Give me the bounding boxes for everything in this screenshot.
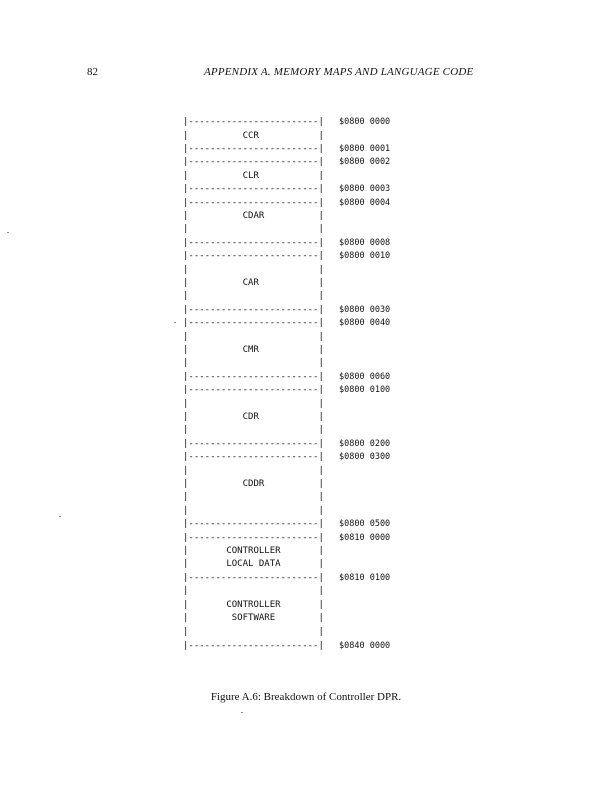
map-line: |------------------------|: [183, 452, 324, 462]
address-label: $0800 0008: [339, 238, 391, 248]
map-line: | |: [183, 332, 324, 342]
scan-speck: [7, 232, 9, 233]
map-line: |------------------------|: [183, 372, 324, 382]
page-number: 82: [87, 66, 98, 78]
address-label: $0800 0300: [339, 452, 391, 462]
address-label: $0810 0000: [339, 533, 391, 543]
map-line: | CCR |: [183, 131, 324, 141]
map-line: |------------------------|: [183, 198, 324, 208]
running-head: APPENDIX A. MEMORY MAPS AND LANGUAGE CODE: [204, 66, 474, 78]
address-label: $0800 0100: [339, 385, 391, 395]
address-label: $0800 0030: [339, 305, 391, 315]
address-label: $0840 0000: [339, 641, 391, 651]
address-label: $0800 0000: [339, 117, 391, 127]
scan-speck: [174, 322, 176, 323]
map-line: |------------------------|: [183, 157, 324, 167]
map-line: |------------------------|: [183, 318, 324, 328]
address-label: $0800 0003: [339, 184, 391, 194]
address-label: $0800 0004: [339, 198, 391, 208]
address-label: $0800 0040: [339, 318, 391, 328]
address-label: $0810 0100: [339, 573, 391, 583]
map-line: | |: [183, 466, 324, 476]
map-line: | |: [183, 399, 324, 409]
map-line: | |: [183, 425, 324, 435]
map-line: | CDAR |: [183, 211, 324, 221]
map-line: |------------------------|: [183, 184, 324, 194]
map-line: |------------------------|: [183, 251, 324, 261]
map-line: |------------------------|: [183, 519, 324, 529]
map-line: | LOCAL DATA |: [183, 559, 324, 569]
map-line: | CDDR |: [183, 479, 324, 489]
map-line: | |: [183, 358, 324, 368]
map-line: | |: [183, 492, 324, 502]
map-line: |------------------------|: [183, 238, 324, 248]
map-line: | SOFTWARE |: [183, 613, 324, 623]
scan-speck: [59, 516, 61, 517]
address-label: $0800 0200: [339, 439, 391, 449]
address-label: $0800 0002: [339, 157, 391, 167]
map-line: |------------------------|: [183, 144, 324, 154]
map-line: | CAR |: [183, 278, 324, 288]
address-label: $0800 0001: [339, 144, 391, 154]
map-line: |------------------------|: [183, 117, 324, 127]
map-line: |------------------------|: [183, 573, 324, 583]
map-line: |------------------------|: [183, 385, 324, 395]
map-line: | |: [183, 265, 324, 275]
map-line: | CLR |: [183, 171, 324, 181]
map-line: |------------------------|: [183, 439, 324, 449]
address-label: $0800 0010: [339, 251, 391, 261]
map-line: |------------------------|: [183, 305, 324, 315]
figure-caption: Figure A.6: Breakdown of Controller DPR.: [210, 691, 402, 703]
scan-speck: [241, 712, 243, 713]
map-line: | |: [183, 586, 324, 596]
address-label: $0800 0060: [339, 372, 391, 382]
map-line: | CMR |: [183, 345, 324, 355]
map-line: | CONTROLLER |: [183, 600, 324, 610]
map-line: | CONTROLLER |: [183, 546, 324, 556]
address-label: $0800 0500: [339, 519, 391, 529]
map-line: |------------------------|: [183, 533, 324, 543]
map-line: | |: [183, 224, 324, 234]
map-line: |------------------------|: [183, 641, 324, 651]
map-line: | CDR |: [183, 412, 324, 422]
map-line: | |: [183, 506, 324, 516]
map-line: | |: [183, 627, 324, 637]
map-line: | |: [183, 291, 324, 301]
